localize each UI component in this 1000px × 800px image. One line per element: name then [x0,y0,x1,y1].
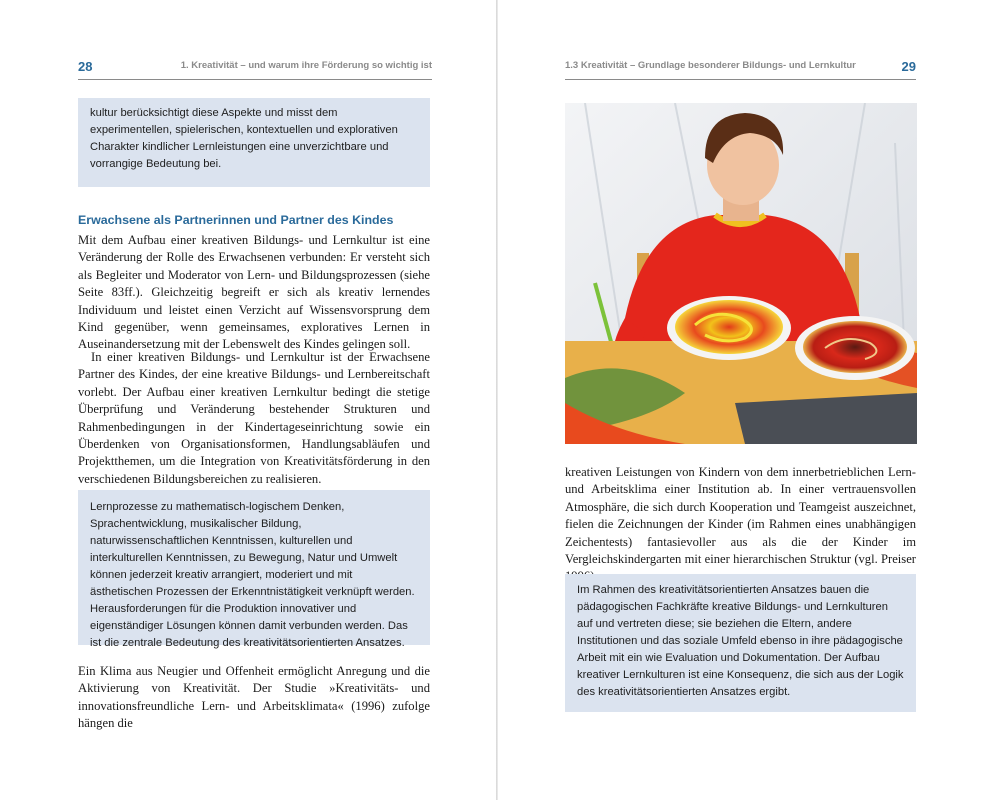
running-header-left: 1. Kreativität – und warum ihre Förderung so wichtig ist [180,60,432,71]
highlight-box-top: kultur berücksichtigt diese Aspekte und misst dem experimentellen, spielerischen, kontextuellen und explorativen Charakter kindlicher Lernleistungen eine unverzichtbare und vorrangige Bedeutung bei. [78,98,430,187]
body-paragraph-2: In einer kreativen Bildungs- und Lernkultur ist der Erwachsene Partner des Kindes, der eine kreative Bildungs- und Lernbereitschaft vorlebt. Der Aufbau einer kreativen Lernkultur bedingt die stetige Überprüfung und Veränderung bestehender Strukturen und Rahmenbedingungen in der Kindertageseinrichtung sowie ein Überdenken von Organisationsformen, Handlungsabläufen und Projektthemen, um die Integration von Kreativitätsförderung in den verschiedenen Bildungsbereichen zu realisieren. [78,350,430,486]
highlight-box-bottom: Im Rahmen des kreativitätsorientierten Ansatzes bauen die pädagogischen Fachkräfte kreative Bildungs- und Lernkulturen auf und vertreten diese; sie beziehen die Eltern, andere Institutionen und das soziale Umfeld ebenso in ihre pädagogische Arbeit mit ein wie Evaluation und Dokumentation. Der Aufbau kreativer Lernkulturen ist eine Konsequenz, die sich aus der Logik des kreativitätsorientierten Ansatzes ergibt. [565,574,916,712]
running-header-right: 1.3 Kreativität – Grundlage besonderer Bildungs- und Lernkultur [565,60,856,71]
page-number-left: 28 [78,59,93,74]
left-page [0,0,497,800]
body-paragraph-right: kreativen Leistungen von Kindern von dem innerbetrieblichen Lern- und Arbeitsklima einer Institution ab. In einer vertrauensvollen Atmosphäre, die sich durch Kooperation und Teamgeist auszeichnet, fielen die Zeichnungen der Kinder (im Rahmen eines unabhängigen Zeichentests) fantasievoller aus als die der Kinder im Vergleichskindergarten mit einer hierarchischen Struktur (vgl. Preiser [565,465,916,567]
page-number-right: 29 [901,59,916,74]
section-heading: Erwachsene als Partnerinnen und Partner des Kindes [78,213,394,227]
body-paragraph-3: Ein Klima aus Neugier und Offenheit ermöglicht Anregung und die Aktivierung von Kreativität. Der Studie »Kreativitäts- und innovationsfreundliche Lern- und Arbeitsklimata« (1996) zufolge hängen die [78,664,430,731]
highlight-box-middle: Lernprozesse zu mathematisch-logischem Denken, Sprachentwicklung, musikalischer Bildung, naturwissenschaftlichen Kenntnissen, kulturellen und interkulturellen Kenntnissen, zu Bewegung, Natur und Umwelt können jederzeit kreativ arrangiert, moderiert und mit ästhetischen Prozessen der Erkenntnistätigkeit verknüpft werden. Herausforderungen für die Produktion innovativer und eigenständiger Lösungen können damit verbunden werden. Das ist die zentrale Bedeutung des kreativitätsorientierten Ansatzes. [78,490,430,645]
right-page [497,0,1000,800]
body-paragraph-1: Mit dem Aufbau einer kreativen Bildungs- und Lernkultur ist eine Veränderung der Rolle des Erwachsenen verbunden: Er versteht sich als Begleiter und Moderator von Lern- und Bildungsprozessen (siehe Seite 83ff.). Gleichzeitig begreift er sich als kreativ lernendes Individuum und leistet einen Verzicht auf Wissensvorsprung dem Kind gegenüber, wenn gemeinsames, exploratives Lernen in Auseinandersetzung mit der Lebenswelt des Kindes gelingen soll. [78,233,430,352]
right-page-header [565,59,916,80]
child-painting-photo [565,103,917,444]
left-page-header [78,59,432,80]
photo-illustration [565,103,917,444]
